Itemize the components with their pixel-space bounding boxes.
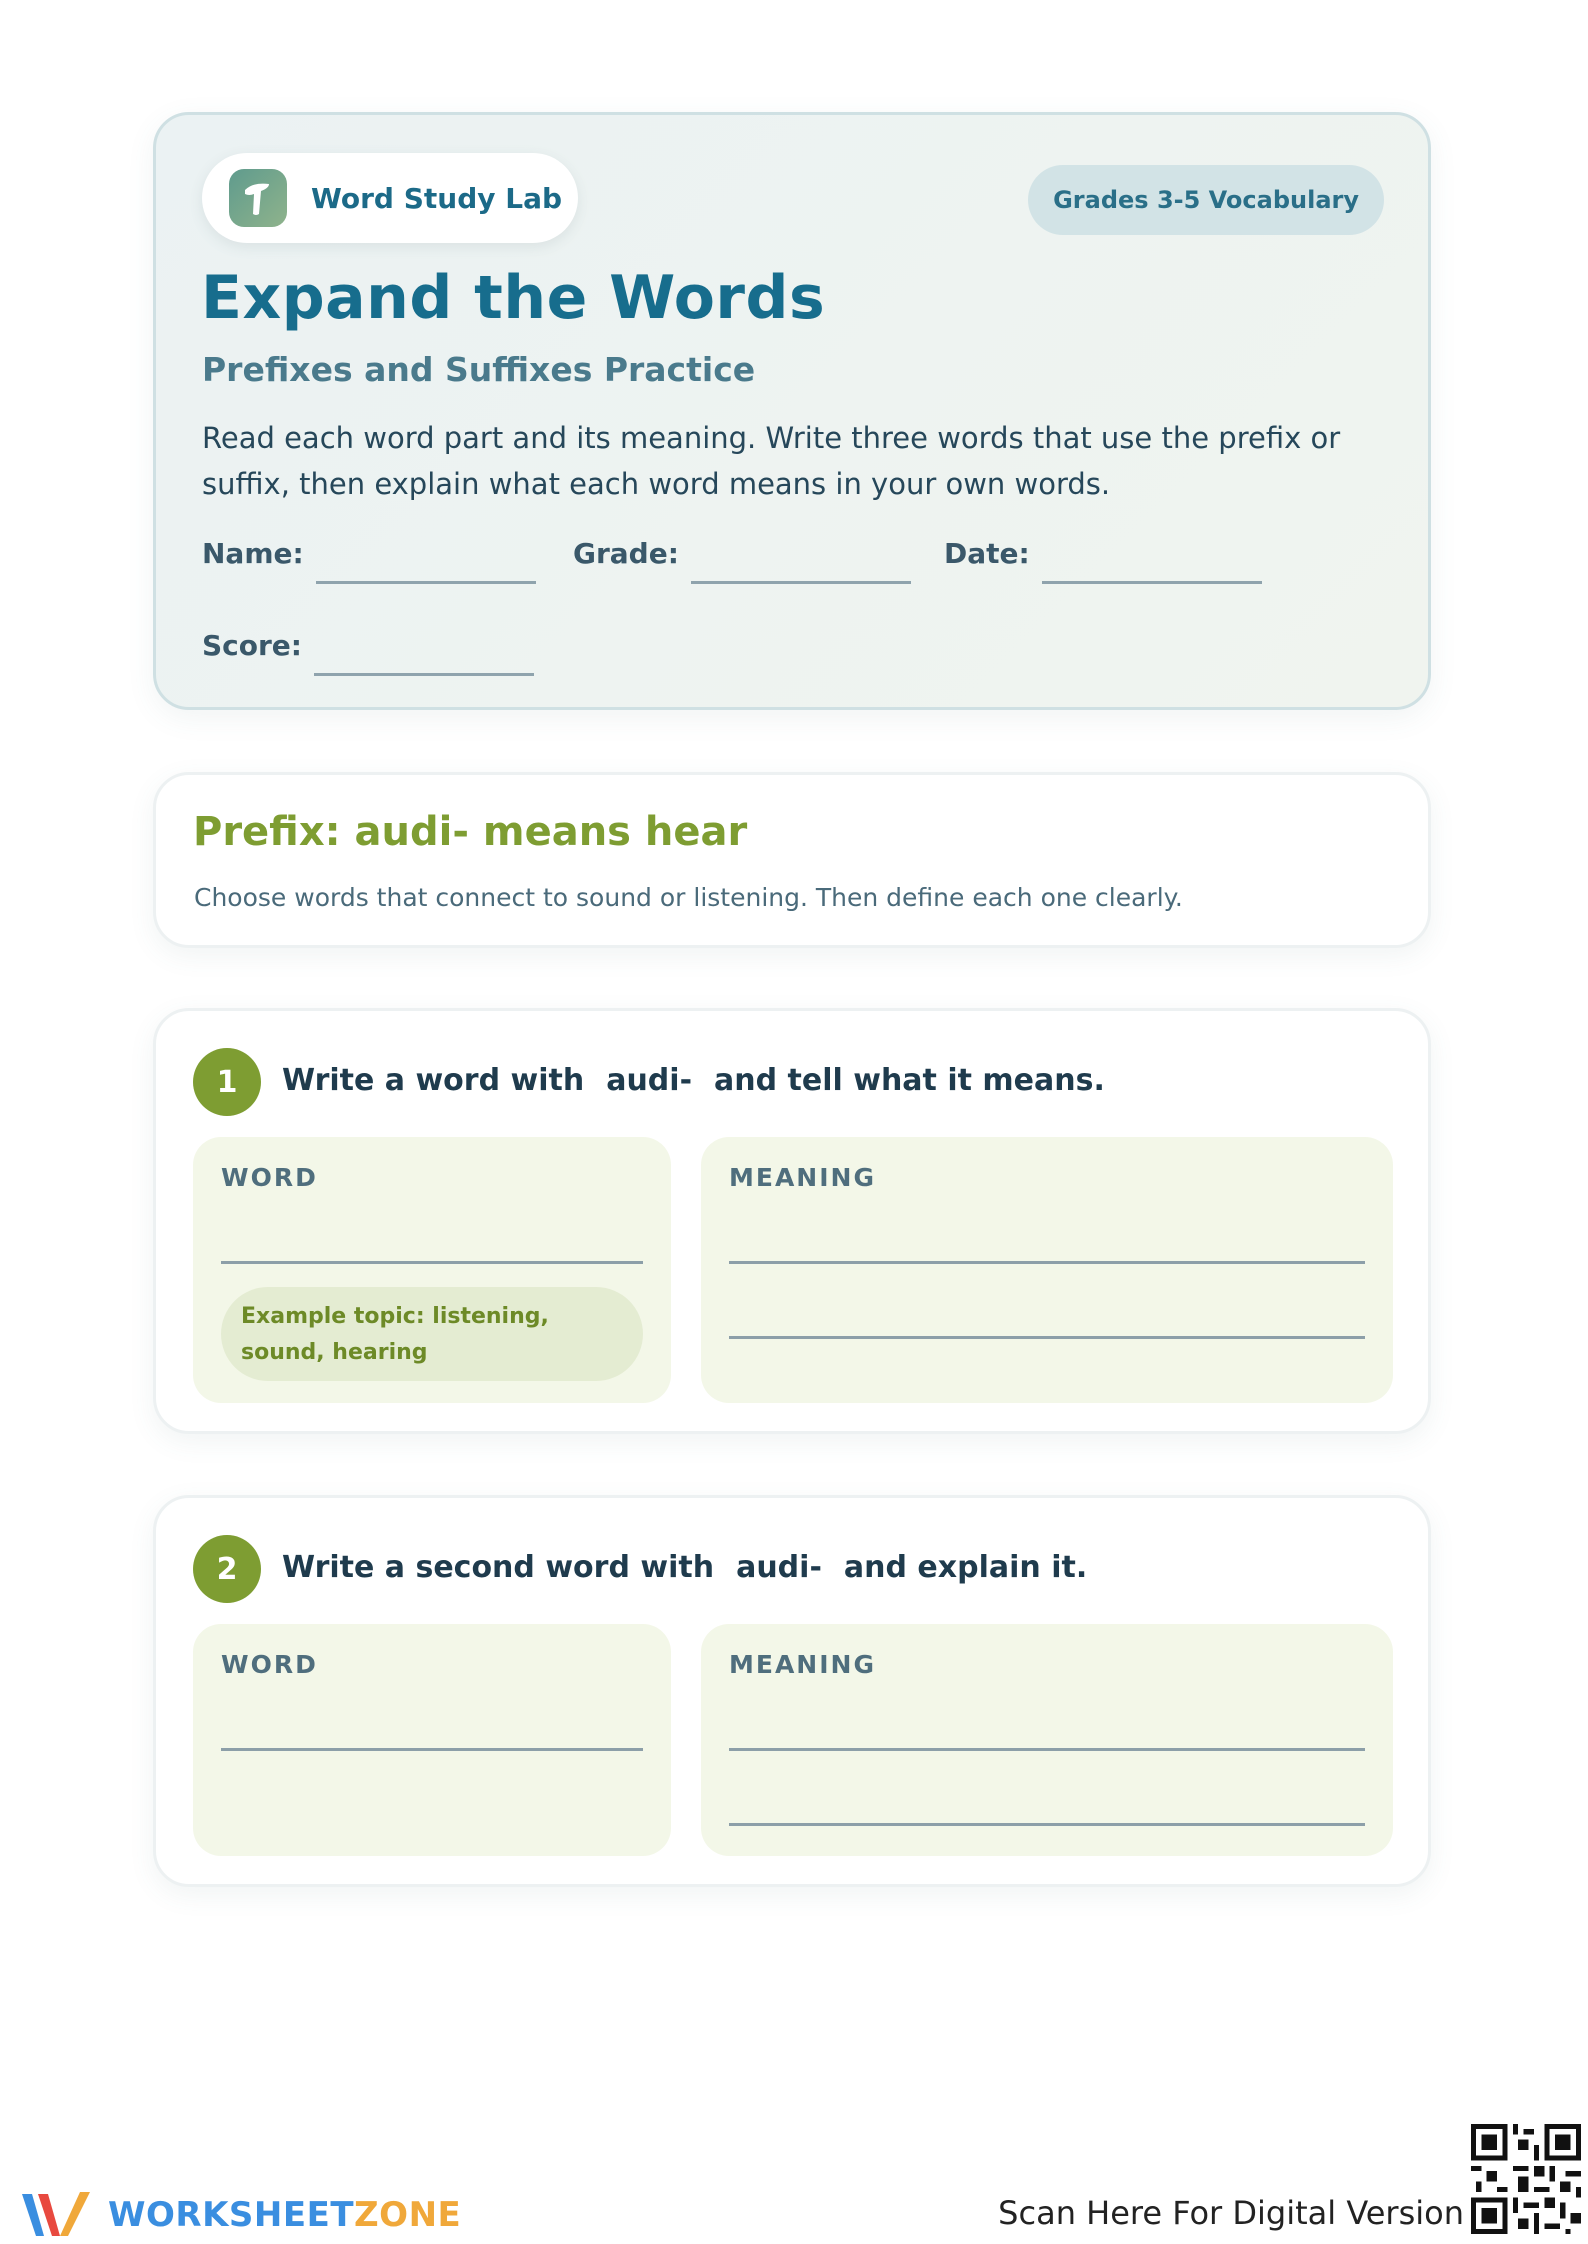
page-subtitle: Prefixes and Suffixes Practice <box>202 350 756 389</box>
prefix-card <box>153 772 1431 948</box>
word-label: WORD <box>221 1163 318 1192</box>
scan-text: Scan Here For Digital Version <box>998 2194 1464 2232</box>
word-label: WORD <box>221 1650 318 1679</box>
question-prompt <box>282 1063 1105 1098</box>
name-line[interactable] <box>316 581 536 584</box>
worksheetzone-logo-icon <box>18 2186 94 2244</box>
meaning-box <box>701 1137 1393 1403</box>
prefix-heading-label: Prefix: <box>193 809 355 855</box>
meaning-write-line-1[interactable] <box>729 1748 1365 1751</box>
question-number-badge: 1 <box>193 1048 261 1116</box>
prefix-meaning: hear <box>644 809 748 855</box>
brand-name: Word Study Lab <box>311 181 563 215</box>
word-box <box>193 1624 671 1856</box>
prefix-description: Choose words that connect to sound or listening. Then define each one clearly. <box>194 883 1183 912</box>
logo-part-1: WORKSHEET <box>108 2195 355 2235</box>
page-title: Expand the Words <box>201 263 826 333</box>
worksheetzone-logo[interactable] <box>18 2186 461 2244</box>
grade-label: Grade: <box>573 537 679 570</box>
grade-badge: Grades 3-5 Vocabulary <box>1028 165 1384 235</box>
hint-pill: Example topic: listening, sound, hearing <box>221 1287 643 1381</box>
score-line[interactable] <box>314 673 534 676</box>
date-label: Date: <box>944 537 1030 570</box>
score-label: Score: <box>202 629 302 662</box>
grade-line[interactable] <box>691 581 911 584</box>
qr-code-icon[interactable] <box>1471 2124 1581 2234</box>
score-field <box>202 629 534 662</box>
date-field <box>944 537 1262 570</box>
prompt-keyword: audi- <box>606 1063 693 1098</box>
worksheetzone-wordmark <box>108 2195 461 2235</box>
question-card-1 <box>153 1008 1431 1434</box>
header-card <box>153 112 1431 710</box>
instructions: Read each word part and its meaning. Write three words that use the prefix or suffix, then explain what each word means in your own words. <box>202 421 1341 501</box>
name-field <box>202 537 536 570</box>
word-write-line[interactable] <box>221 1261 643 1264</box>
meaning-label: MEANING <box>729 1650 876 1679</box>
prompt-text-before: Write a word with <box>282 1063 585 1098</box>
prompt-keyword: audi- <box>736 1550 822 1585</box>
word-write-line[interactable] <box>221 1748 643 1751</box>
question-number-badge: 2 <box>193 1535 261 1603</box>
grade-field <box>573 537 911 570</box>
date-line[interactable] <box>1042 581 1262 584</box>
question-card-2 <box>153 1495 1431 1887</box>
prompt-text-after: and tell what it means. <box>714 1063 1105 1098</box>
logo-part-2: ZONE <box>354 2195 462 2235</box>
meaning-write-line-2[interactable] <box>729 1336 1365 1339</box>
meaning-write-line-2[interactable] <box>729 1823 1365 1826</box>
name-label: Name: <box>202 537 304 570</box>
prefix-heading-mid: means <box>468 809 645 855</box>
question-prompt <box>282 1550 1087 1585</box>
prefix-word-part: audi- <box>354 809 469 855</box>
prompt-text-after: and explain it. <box>843 1550 1088 1585</box>
meaning-label: MEANING <box>729 1163 876 1192</box>
word-box <box>193 1137 671 1403</box>
meaning-write-line-1[interactable] <box>729 1261 1365 1264</box>
prompt-text-before: Write a second word with <box>282 1550 715 1585</box>
brand-pill <box>202 153 578 243</box>
leaf-logo-icon <box>229 169 287 227</box>
prefix-heading <box>193 809 747 855</box>
meaning-box <box>701 1624 1393 1856</box>
